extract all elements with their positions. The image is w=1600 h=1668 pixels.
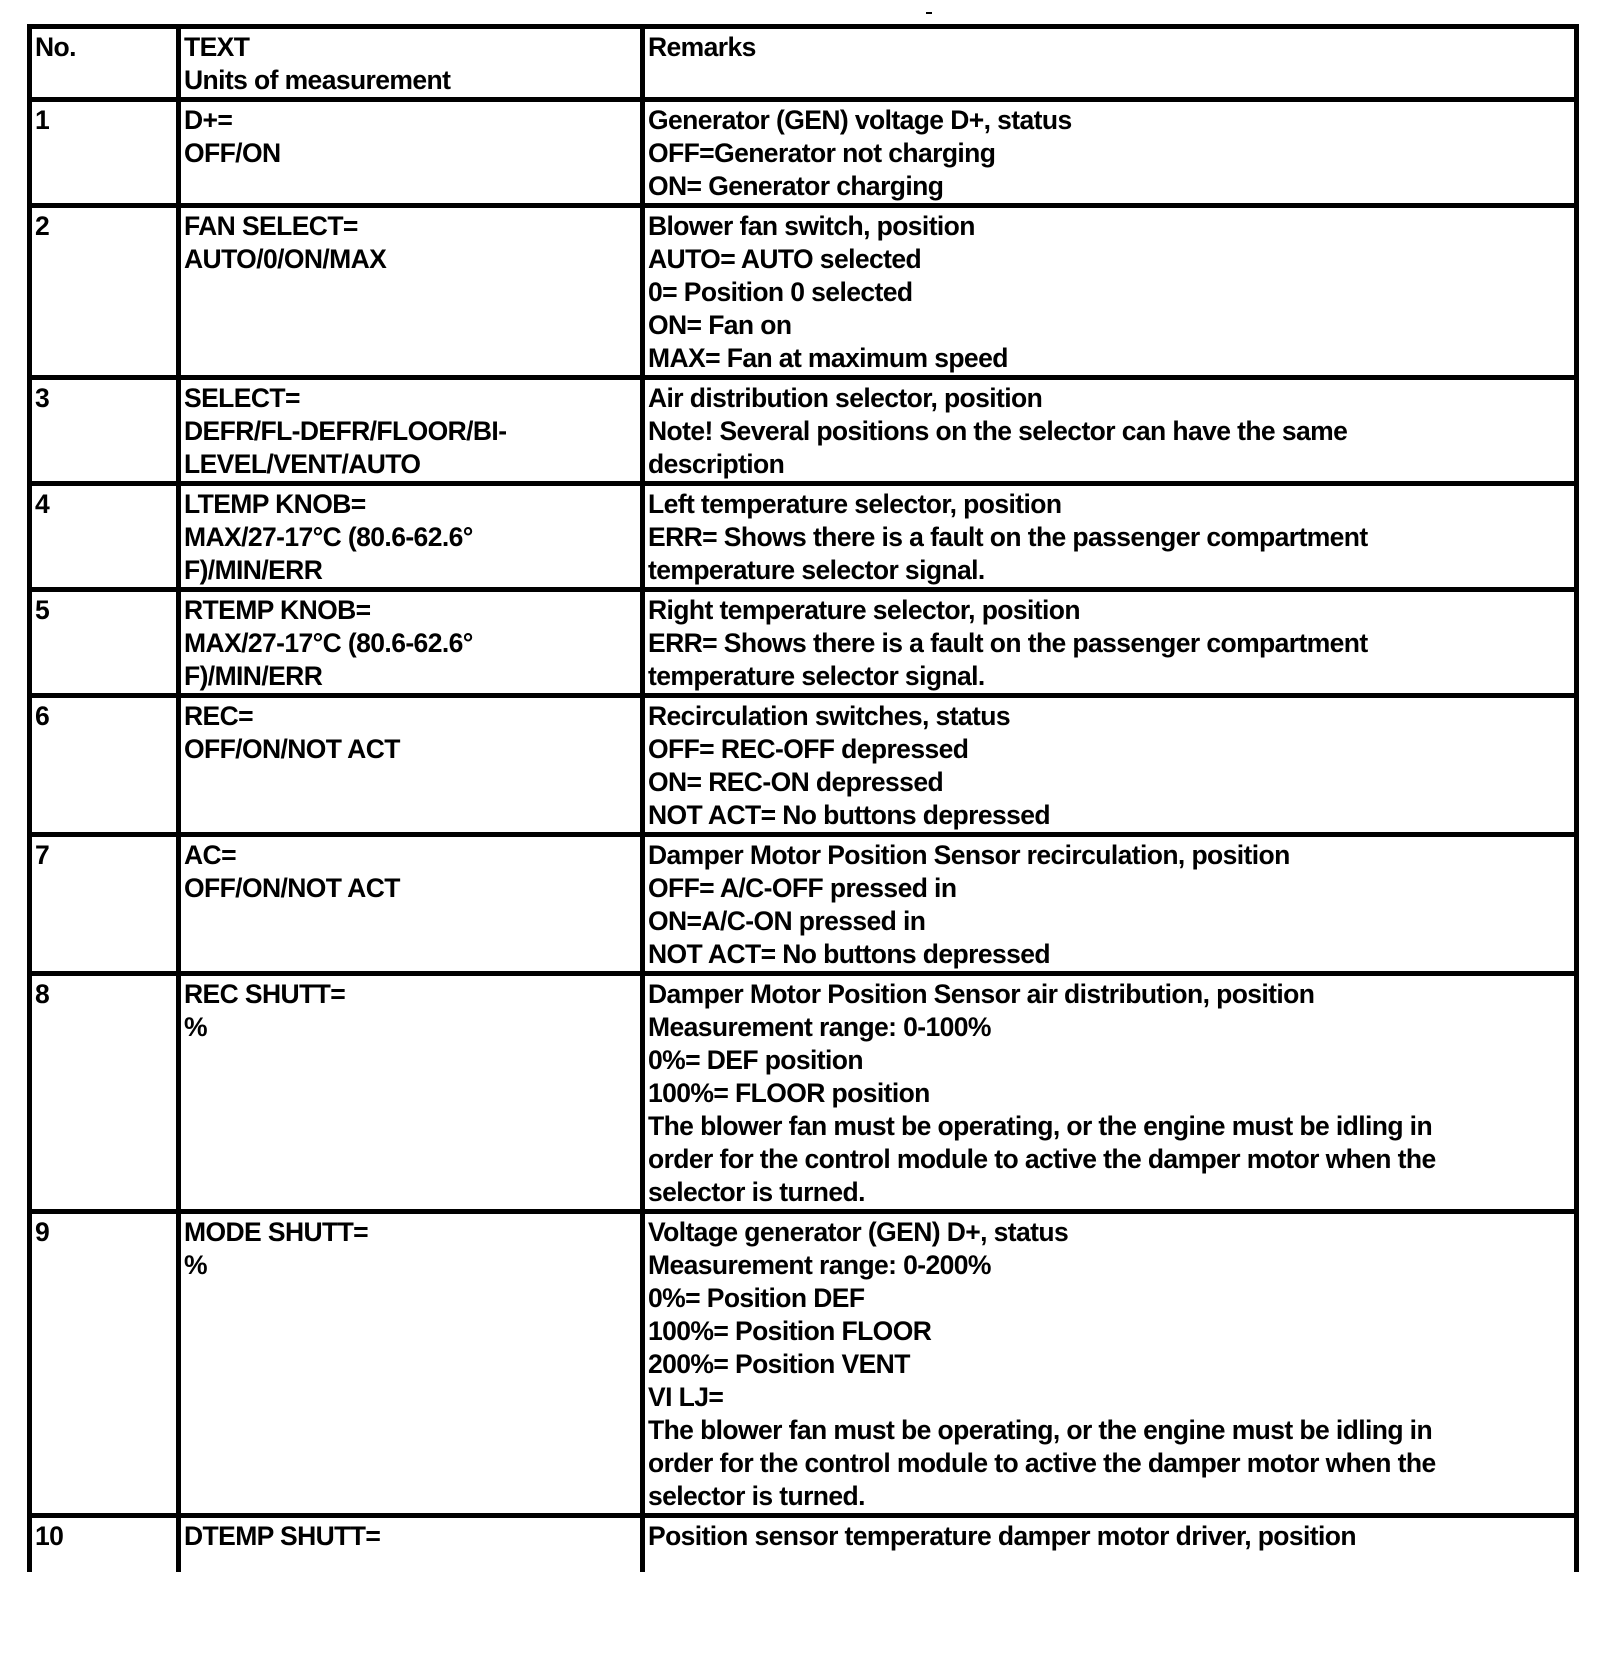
table-row <box>27 976 1579 1214</box>
parameter-units: DEFR/FL-DEFR/FLOOR/BI- <box>184 416 507 446</box>
header-units-label: Units of measurement <box>184 65 451 95</box>
remark-line: Right temperature selector, position <box>648 595 1080 625</box>
remark-line: 200%= Position VENT <box>648 1349 910 1379</box>
parameter-units: % <box>184 1012 207 1042</box>
remark-line: selector is turned. <box>648 1481 865 1511</box>
remark-line: AUTO= AUTO selected <box>648 244 922 274</box>
row-text-cell <box>181 1518 645 1572</box>
parameter-units: MAX/27-17°C (80.6-62.6° <box>184 522 473 552</box>
row-remarks-cell <box>645 976 1579 1214</box>
row-number-cell <box>27 102 181 208</box>
row-text-cell <box>181 837 645 976</box>
remark-line: 0%= DEF position <box>648 1045 863 1075</box>
header-text <box>181 24 645 102</box>
table-header <box>27 24 1579 102</box>
row-number: 8 <box>35 979 50 1009</box>
remark-line: Position sensor temperature damper motor driver, position <box>648 1521 1356 1551</box>
table-row <box>27 486 1579 592</box>
row-number: 9 <box>35 1217 50 1247</box>
row-remarks-cell <box>645 486 1579 592</box>
remark-line: The blower fan must be operating, or the engine must be idling in <box>648 1111 1433 1141</box>
parameter-name: REC= <box>184 701 254 731</box>
parameter-units: OFF/ON/NOT ACT <box>184 873 400 903</box>
remark-line: Blower fan switch, position <box>648 211 975 241</box>
table-row <box>27 102 1579 208</box>
row-number: 7 <box>35 840 50 870</box>
remark-line: Damper Motor Position Sensor air distribution, position <box>648 979 1315 1009</box>
remark-line: OFF=Generator not charging <box>648 138 996 168</box>
parameter-name: SELECT= <box>184 383 300 413</box>
table-row <box>27 1518 1579 1572</box>
parameter-name: RTEMP KNOB= <box>184 595 371 625</box>
row-remarks-cell <box>645 1214 1579 1518</box>
header-remarks-label: Remarks <box>648 32 756 62</box>
scan-mark <box>926 12 932 14</box>
parameter-name: LTEMP KNOB= <box>184 489 366 519</box>
row-remarks-cell <box>645 380 1579 486</box>
remark-line: VI LJ= <box>648 1382 724 1412</box>
remark-line: The blower fan must be operating, or the engine must be idling in <box>648 1415 1433 1445</box>
remark-line: Damper Motor Position Sensor recirculation, position <box>648 840 1290 870</box>
remark-line: Left temperature selector, position <box>648 489 1062 519</box>
parameter-name: MODE SHUTT= <box>184 1217 369 1247</box>
remark-line: Air distribution selector, position <box>648 383 1043 413</box>
parameter-units: OFF/ON/NOT ACT <box>184 734 400 764</box>
row-number-cell <box>27 380 181 486</box>
remark-line: ON= Fan on <box>648 310 792 340</box>
remark-line: ERR= Shows there is a fault on the passenger compartment <box>648 522 1368 552</box>
remark-line: 100%= Position FLOOR <box>648 1316 932 1346</box>
row-text-cell <box>181 976 645 1214</box>
remark-line: ON= REC-ON depressed <box>648 767 944 797</box>
remark-line: 0%= Position DEF <box>648 1283 865 1313</box>
parameter-units: LEVEL/VENT/AUTO <box>184 449 421 479</box>
row-number-cell <box>27 976 181 1214</box>
remark-line: ON=A/C-ON pressed in <box>648 906 926 936</box>
row-number-cell <box>27 1214 181 1518</box>
row-text-cell <box>181 208 645 380</box>
parameter-units: AUTO/0/ON/MAX <box>184 244 387 274</box>
row-number: 1 <box>35 105 50 135</box>
row-number: 2 <box>35 211 50 241</box>
row-text-cell <box>181 486 645 592</box>
table-body <box>27 102 1579 1572</box>
table-row <box>27 592 1579 698</box>
parameter-name: AC= <box>184 840 236 870</box>
remark-line: Measurement range: 0-100% <box>648 1012 991 1042</box>
row-remarks-cell <box>645 102 1579 208</box>
parameter-units: OFF/ON <box>184 138 281 168</box>
row-text-cell <box>181 698 645 837</box>
row-text-cell <box>181 380 645 486</box>
row-number: 5 <box>35 595 50 625</box>
header-row <box>27 24 1579 102</box>
row-number: 3 <box>35 383 50 413</box>
remark-line: 0= Position 0 selected <box>648 277 913 307</box>
row-text-cell <box>181 1214 645 1518</box>
row-remarks-cell <box>645 208 1579 380</box>
parameter-name: DTEMP SHUTT= <box>184 1521 381 1551</box>
row-remarks-cell <box>645 592 1579 698</box>
row-number-cell <box>27 486 181 592</box>
remark-line: NOT ACT= No buttons depressed <box>648 939 1050 969</box>
remark-line: 100%= FLOOR position <box>648 1078 930 1108</box>
row-text-cell <box>181 102 645 208</box>
parameter-units: % <box>184 1250 207 1280</box>
parameter-units: F)/MIN/ERR <box>184 661 323 691</box>
remark-line: NOT ACT= No buttons depressed <box>648 800 1050 830</box>
header-no <box>27 24 181 102</box>
remark-line: Voltage generator (GEN) D+, status <box>648 1217 1069 1247</box>
parameter-units: MAX/27-17°C (80.6-62.6° <box>184 628 473 658</box>
parameter-name: D+= <box>184 105 233 135</box>
parameter-name: FAN SELECT= <box>184 211 358 241</box>
row-number-cell <box>27 592 181 698</box>
row-number-cell <box>27 1518 181 1572</box>
row-number: 10 <box>35 1521 64 1551</box>
row-number: 6 <box>35 701 50 731</box>
remark-line: ERR= Shows there is a fault on the passenger compartment <box>648 628 1368 658</box>
remark-line: Note! Several positions on the selector can have the same <box>648 416 1348 446</box>
table-row <box>27 1214 1579 1518</box>
remark-line: Measurement range: 0-200% <box>648 1250 991 1280</box>
row-text-cell <box>181 592 645 698</box>
remark-line: description <box>648 449 785 479</box>
parameter-units: F)/MIN/ERR <box>184 555 323 585</box>
header-no-label: No. <box>35 32 76 62</box>
row-number: 4 <box>35 489 50 519</box>
remark-line: MAX= Fan at maximum speed <box>648 343 1008 373</box>
table-row <box>27 698 1579 837</box>
remark-line: OFF= REC-OFF depressed <box>648 734 969 764</box>
remark-line: selector is turned. <box>648 1177 865 1207</box>
remark-line: Generator (GEN) voltage D+, status <box>648 105 1072 135</box>
row-remarks-cell <box>645 1518 1579 1572</box>
row-number-cell <box>27 837 181 976</box>
remark-line: temperature selector signal. <box>648 555 985 585</box>
row-number-cell <box>27 698 181 837</box>
table-row <box>27 208 1579 380</box>
remark-line: order for the control module to active the damper motor when the <box>648 1448 1436 1478</box>
remark-line: order for the control module to active the damper motor when the <box>648 1144 1436 1174</box>
row-number-cell <box>27 208 181 380</box>
table-row <box>27 380 1579 486</box>
remark-line: temperature selector signal. <box>648 661 985 691</box>
parameter-table <box>27 24 1579 1572</box>
remark-line: ON= Generator charging <box>648 171 944 201</box>
header-remarks <box>645 24 1579 102</box>
remark-line: OFF= A/C-OFF pressed in <box>648 873 957 903</box>
row-remarks-cell <box>645 837 1579 976</box>
table-row <box>27 837 1579 976</box>
header-text-label: TEXT <box>184 32 250 62</box>
parameter-name: REC SHUTT= <box>184 979 346 1009</box>
row-remarks-cell <box>645 698 1579 837</box>
remark-line: Recirculation switches, status <box>648 701 1010 731</box>
